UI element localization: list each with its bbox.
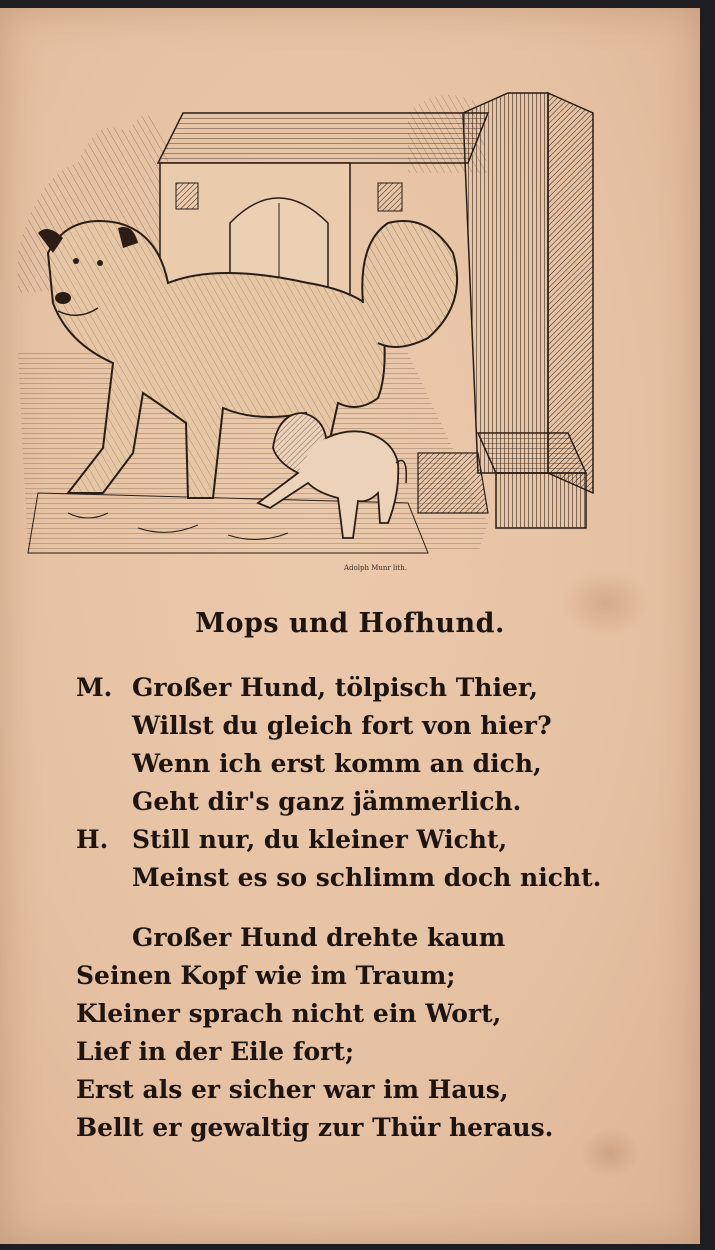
poem-line: Großer Hund drehte kaum [132, 923, 506, 952]
poem-line: Willst du gleich fort von hier? [132, 711, 552, 740]
book-page [0, 8, 700, 1244]
poem-line: Meinst es so schlimm doch nicht. [132, 863, 602, 892]
speaker-m: M. [76, 673, 113, 702]
poem-line: Seinen Kopf wie im Traum; [76, 961, 456, 990]
paper-stain [580, 1128, 640, 1178]
poem-line: Bellt er gewaltig zur Thür heraus. [76, 1113, 554, 1142]
poem-line: Erst als er sicher war im Haus, [76, 1075, 509, 1104]
poem-line: Wenn ich erst komm an dich, [132, 749, 542, 778]
poem-line: Lief in der Eile fort; [76, 1037, 355, 1066]
poem-title: Mops und Hofhund. [195, 608, 505, 639]
poem-line: Geht dir's ganz jämmerlich. [132, 787, 522, 816]
poem-line: Kleiner sprach nicht ein Wort, [76, 999, 502, 1028]
speaker-h: H. [76, 825, 109, 854]
dog-engraving-illustration [8, 53, 608, 573]
illustration-credit: Adolph Munr lith. [344, 564, 407, 572]
poem-line: Großer Hund, tölpisch Thier, [132, 673, 538, 702]
poem-line: Still nur, du kleiner Wicht, [132, 825, 508, 854]
